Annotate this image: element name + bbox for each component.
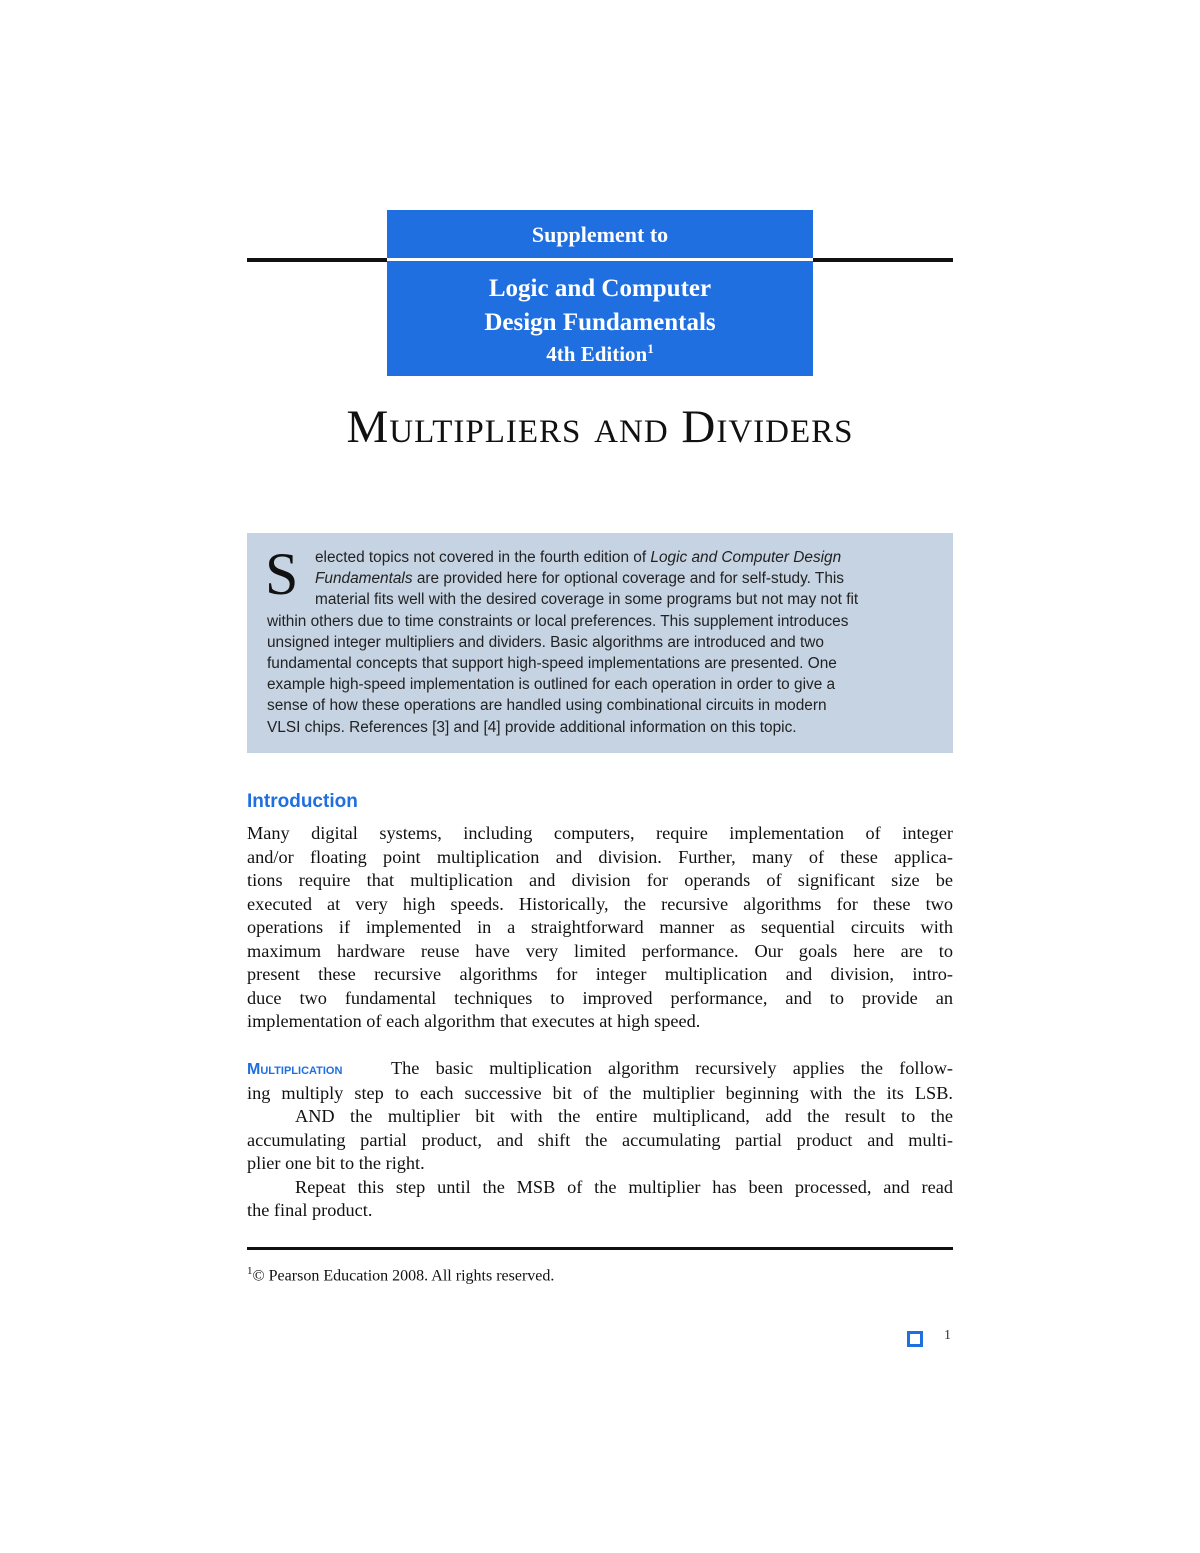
abstract-line: within others due to time constraints or local preferences. This supplement introduces — [267, 612, 849, 630]
footnote — [247, 1265, 554, 1285]
intro-line: executed at very high speeds. Historically, the recursive algorithms for these two — [247, 893, 953, 914]
mult-line: Multiplication The basic multiplication algorithm recursively applies the follow- — [247, 1058, 953, 1078]
abstract-line: Fundamentals are provided here for optional coverage and for self-study. This — [315, 570, 844, 588]
supplement-banner — [387, 210, 813, 376]
abstract-italic-title-1: Logic and Computer Design — [650, 549, 842, 566]
mult-line: ing multiply step to each successive bit of the multiplier beginning with the its LSB. — [247, 1082, 953, 1103]
section-heading-introduction: Introduction — [247, 791, 358, 812]
abstract-text — [267, 547, 943, 738]
footnote-text: © Pearson Education 2008. All rights reserved. — [252, 1267, 555, 1285]
page-number: 1 — [944, 1328, 951, 1343]
abstract-box — [247, 533, 953, 753]
intro-line: Many digital systems, including computers, require implementation of integer — [247, 823, 953, 843]
banner-edition — [387, 341, 813, 367]
mult-line: the final product. — [247, 1200, 373, 1220]
multiplication-paragraph — [247, 1057, 953, 1223]
introduction-paragraph — [247, 822, 953, 1034]
abstract-line: unsigned integer multipliers and dividers. Basic algorithms are introduced and two — [267, 633, 824, 651]
mult-line: accumulating partial product, and shift the accumulating partial product and multi- — [247, 1129, 953, 1150]
abstract-line: VLSI chips. References [3] and [4] provide additional information on this topic. — [267, 718, 797, 736]
page-marker-square-icon — [907, 1331, 923, 1347]
banner-edition-text: 4th Edition — [546, 342, 648, 366]
intro-line: maximum hardware reuse have very limited performance. Our goals here are to — [247, 940, 953, 961]
multiplication-run-in-heading: Multiplication — [247, 1061, 343, 1078]
abstract-line: elected topics not covered in the fourth edition of Logic and Computer Design — [315, 549, 842, 566]
abstract-line: sense of how these operations are handled using combinational circuits in modern — [267, 697, 827, 715]
abstract-italic-title-2: Fundamentals — [315, 570, 413, 588]
header-rule-right — [813, 258, 953, 262]
intro-line: present these recursive algorithms for integer multiplication and division, intro- — [247, 964, 953, 984]
intro-line: implementation of each algorithm that executes at high speed. — [247, 1011, 701, 1031]
banner-title-line-2: Design Fundamentals — [484, 309, 716, 336]
footnote-mark: 1 — [247, 1265, 253, 1277]
footnote-rule — [247, 1247, 953, 1250]
chapter-title: Multipliers and Dividers — [346, 401, 854, 453]
abstract-line: fundamental concepts that support high-speed implementations are presented. One — [267, 655, 837, 673]
header-rule-left — [247, 258, 387, 262]
intro-line: duce two fundamental techniques to improved performance, and to provide an — [247, 987, 953, 1008]
mult-line: AND the multiplier bit with the entire multiplicand, add the result to the — [295, 1106, 953, 1126]
intro-line: operations if implemented in a straightforward manner as sequential circuits with — [247, 917, 953, 937]
banner-divider — [387, 258, 813, 261]
abstract-line: example high-speed implementation is outlined for each operation in order to give a — [267, 676, 836, 694]
banner-title-line-1: Logic and Computer — [488, 275, 712, 302]
mult-line: plier one bit to the right. — [247, 1153, 425, 1173]
mult-line: Repeat this step until the MSB of the multiplier has been processed, and read — [295, 1176, 953, 1197]
banner-book-title — [387, 272, 813, 340]
intro-line: and/or floating point multiplication and division. Further, many of these applica- — [247, 846, 953, 867]
intro-line: tions require that multiplication and division for operands of significant size be — [247, 870, 953, 890]
banner-supplement-label: Supplement to — [531, 222, 669, 247]
abstract-line: material fits well with the desired coverage in some programs but not may not fit — [315, 591, 859, 609]
banner-edition-footnote-mark: 1 — [647, 341, 654, 356]
abstract-drop-cap: S — [265, 541, 299, 607]
